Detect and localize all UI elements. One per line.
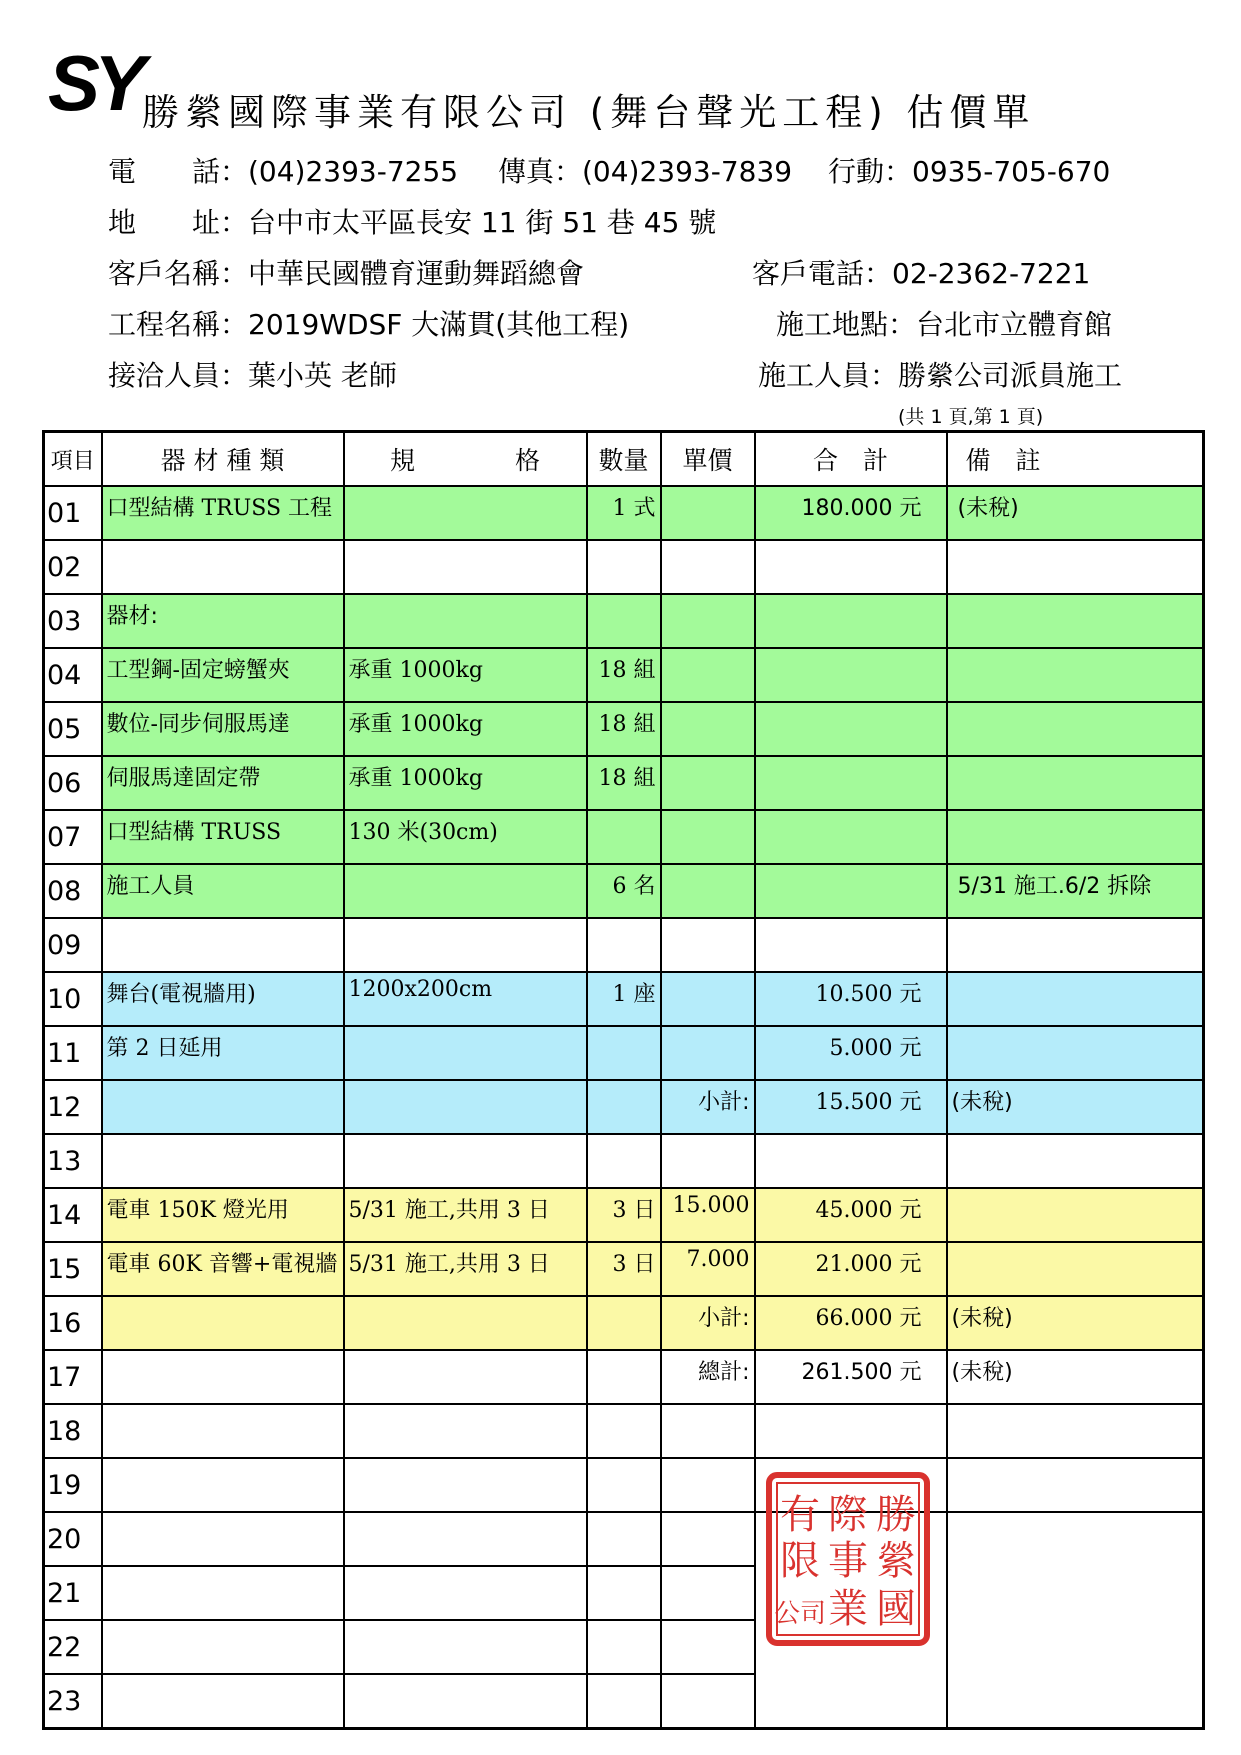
item-spec: 5/31 施工,共用 3 日 xyxy=(344,1242,587,1296)
table-row xyxy=(44,918,1204,972)
item-qty xyxy=(587,1566,661,1620)
row-number: 12 xyxy=(44,1080,102,1134)
row-note: (未稅) xyxy=(947,486,1204,540)
item-qty: 3 日 xyxy=(587,1188,661,1242)
item-qty: 18 組 xyxy=(587,702,661,756)
row-number: 18 xyxy=(44,1404,102,1458)
unit-price xyxy=(661,594,755,648)
item-qty xyxy=(587,810,661,864)
item-name xyxy=(102,1296,344,1350)
unit-price xyxy=(661,540,755,594)
unit-price xyxy=(661,1404,755,1458)
unit-price xyxy=(661,918,755,972)
item-spec: 承重 1000kg xyxy=(344,648,587,702)
row-note: 5/31 施工.6/2 拆除 xyxy=(947,864,1204,918)
item-name: 舞台(電視牆用) xyxy=(102,972,344,1026)
table-row xyxy=(44,1242,1204,1296)
item-spec: 承重 1000kg xyxy=(344,702,587,756)
item-name xyxy=(102,1620,344,1674)
row-number: 03 xyxy=(44,594,102,648)
item-name: 工型鋼-固定螃蟹夾 xyxy=(102,648,344,702)
item-name: 口型結構 TRUSS 工程 xyxy=(102,486,344,540)
item-qty: 1 座 xyxy=(587,972,661,1026)
item-spec xyxy=(344,1620,587,1674)
unit-price: 7.000 xyxy=(661,1242,755,1296)
row-number: 07 xyxy=(44,810,102,864)
item-qty xyxy=(587,918,661,972)
item-spec xyxy=(344,1458,587,1512)
row-note xyxy=(947,1242,1204,1296)
row-note xyxy=(947,1566,1204,1620)
row-number: 15 xyxy=(44,1242,102,1296)
item-qty xyxy=(587,1620,661,1674)
table-row xyxy=(44,1296,1204,1350)
item-name: 口型結構 TRUSS xyxy=(102,810,344,864)
row-note: (未稅) xyxy=(947,1350,1204,1404)
row-number: 14 xyxy=(44,1188,102,1242)
row-note xyxy=(947,594,1204,648)
unit-price xyxy=(661,1134,755,1188)
project-name: 工程名稱：2019WDSF 大滿貫(其他工程) xyxy=(108,308,630,341)
table-row xyxy=(44,1512,1204,1566)
item-spec xyxy=(344,594,587,648)
table-row xyxy=(44,1458,1204,1512)
row-total: 5.000 元 xyxy=(755,1026,947,1080)
table-row xyxy=(44,1674,1204,1729)
item-spec xyxy=(344,1512,587,1566)
item-spec: 130 米(30cm) xyxy=(344,810,587,864)
row-total xyxy=(755,918,947,972)
unit-price xyxy=(661,1458,755,1512)
table-row xyxy=(44,1350,1204,1404)
header-note: 備 註 xyxy=(947,432,1204,487)
item-qty: 6 名 xyxy=(587,864,661,918)
unit-price xyxy=(661,648,755,702)
item-qty xyxy=(587,1026,661,1080)
row-number: 02 xyxy=(44,540,102,594)
item-spec xyxy=(344,918,587,972)
item-name: 電車 60K 音響+電視牆 xyxy=(102,1242,344,1296)
company-logo: SY xyxy=(48,39,141,127)
row-number: 13 xyxy=(44,1134,102,1188)
seal-character: 有 xyxy=(780,1492,820,1538)
row-number: 04 xyxy=(44,648,102,702)
table-row xyxy=(44,1134,1204,1188)
fax-line: 傳真：(04)2393-7839 xyxy=(498,155,793,188)
item-name xyxy=(102,540,344,594)
row-number: 06 xyxy=(44,756,102,810)
seal-character: 事 xyxy=(828,1538,868,1584)
row-note xyxy=(947,1620,1204,1674)
row-number: 23 xyxy=(44,1674,102,1729)
row-note xyxy=(947,540,1204,594)
item-spec xyxy=(344,1350,587,1404)
table-row xyxy=(44,1620,1204,1674)
address-line: 地 址：台中市太平區長安 11 街 51 巷 45 號 xyxy=(108,206,717,239)
unit-price xyxy=(661,1026,755,1080)
unit-price xyxy=(661,1512,755,1566)
item-qty xyxy=(587,540,661,594)
row-number: 08 xyxy=(44,864,102,918)
crew-info: 施工人員：勝縈公司派員施工 xyxy=(758,359,1123,392)
item-qty xyxy=(587,1512,661,1566)
table-row xyxy=(44,1026,1204,1080)
row-number: 22 xyxy=(44,1620,102,1674)
site-location: 施工地點：台北市立體育館 xyxy=(776,308,1113,341)
row-total: 45.000 元 xyxy=(755,1188,947,1242)
row-note xyxy=(947,1458,1204,1512)
row-note: (未稅) xyxy=(947,1080,1204,1134)
table-row xyxy=(44,648,1204,702)
unit-price xyxy=(661,486,755,540)
page-info: (共 1 頁,第 1 頁) xyxy=(898,406,1044,428)
row-total: 180.000 元 xyxy=(755,486,947,540)
unit-price xyxy=(661,864,755,918)
header-no: 項目 xyxy=(44,432,102,487)
row-total xyxy=(755,810,947,864)
table-row xyxy=(44,972,1204,1026)
item-qty xyxy=(587,1350,661,1404)
phone-line: 電 話：(04)2393-7255 xyxy=(108,155,459,188)
header-price: 單價 xyxy=(661,432,755,487)
row-note xyxy=(947,1026,1204,1080)
item-name: 伺服馬達固定帶 xyxy=(102,756,344,810)
table-row xyxy=(44,486,1204,540)
row-note xyxy=(947,810,1204,864)
seal-character: 業 xyxy=(828,1586,868,1632)
row-note xyxy=(947,1674,1204,1729)
row-number: 21 xyxy=(44,1566,102,1620)
header-spec: 規 格 xyxy=(344,432,587,487)
item-qty xyxy=(587,1458,661,1512)
row-note xyxy=(947,648,1204,702)
unit-price: 小計: xyxy=(661,1296,755,1350)
row-note xyxy=(947,918,1204,972)
row-total: 10.500 元 xyxy=(755,972,947,1026)
table-row xyxy=(44,810,1204,864)
row-number: 01 xyxy=(44,486,102,540)
unit-price xyxy=(661,972,755,1026)
header-qty: 數量 xyxy=(587,432,661,487)
item-spec xyxy=(344,1134,587,1188)
seal-character: 國 xyxy=(876,1586,916,1632)
row-total xyxy=(755,648,947,702)
unit-price xyxy=(661,1566,755,1620)
seal-character: 際 xyxy=(828,1492,868,1538)
row-number: 17 xyxy=(44,1350,102,1404)
item-name xyxy=(102,1674,344,1729)
row-note xyxy=(947,1512,1204,1566)
item-spec: 承重 1000kg xyxy=(344,756,587,810)
table-row xyxy=(44,540,1204,594)
table-header-row xyxy=(44,432,1204,487)
item-name: 電車 150K 燈光用 xyxy=(102,1188,344,1242)
unit-price: 15.000 xyxy=(661,1188,755,1242)
row-total: 21.000 元 xyxy=(755,1242,947,1296)
row-total: 66.000 元 xyxy=(755,1296,947,1350)
table-row xyxy=(44,864,1204,918)
table-row xyxy=(44,702,1204,756)
item-name xyxy=(102,1080,344,1134)
row-number: 10 xyxy=(44,972,102,1026)
row-total xyxy=(755,756,947,810)
row-total xyxy=(755,864,947,918)
item-qty xyxy=(587,1080,661,1134)
table-row xyxy=(44,1566,1204,1620)
item-spec xyxy=(344,1674,587,1729)
item-name xyxy=(102,1566,344,1620)
item-spec xyxy=(344,1404,587,1458)
item-spec xyxy=(344,540,587,594)
row-total xyxy=(755,1674,947,1729)
mobile-line: 行動：0935-705-670 xyxy=(828,155,1111,188)
item-qty xyxy=(587,1674,661,1729)
item-spec xyxy=(344,1566,587,1620)
item-spec xyxy=(344,1026,587,1080)
contact-person: 接洽人員：葉小英 老師 xyxy=(108,359,397,392)
row-total xyxy=(755,1134,947,1188)
row-number: 19 xyxy=(44,1458,102,1512)
item-name xyxy=(102,1134,344,1188)
row-total xyxy=(755,540,947,594)
header-total: 合 計 xyxy=(755,432,947,487)
seal-character: 限 xyxy=(780,1538,820,1584)
row-number: 11 xyxy=(44,1026,102,1080)
item-qty: 18 組 xyxy=(587,756,661,810)
item-qty xyxy=(587,594,661,648)
row-total xyxy=(755,702,947,756)
row-number: 05 xyxy=(44,702,102,756)
item-qty xyxy=(587,1134,661,1188)
client-phone: 客戶電話：02-2362-7221 xyxy=(752,257,1091,290)
item-qty: 3 日 xyxy=(587,1242,661,1296)
unit-price xyxy=(661,810,755,864)
item-spec xyxy=(344,1080,587,1134)
unit-price xyxy=(661,1674,755,1729)
quote-table xyxy=(42,430,1205,1730)
company-seal xyxy=(764,1470,932,1648)
item-spec xyxy=(344,1296,587,1350)
seal-character: 勝 xyxy=(876,1492,916,1538)
row-number: 09 xyxy=(44,918,102,972)
document-title: 勝縈國際事業有限公司 (舞台聲光工程) 估價單 xyxy=(142,91,1036,134)
item-name xyxy=(102,1512,344,1566)
row-note xyxy=(947,1188,1204,1242)
client-name: 客戶名稱：中華民國體育運動舞蹈總會 xyxy=(108,257,585,290)
row-note xyxy=(947,972,1204,1026)
item-name: 數位-同步伺服馬達 xyxy=(102,702,344,756)
table-row xyxy=(44,594,1204,648)
unit-price xyxy=(661,702,755,756)
item-qty xyxy=(587,1404,661,1458)
row-note: (未稅) xyxy=(947,1296,1204,1350)
seal-character: 縈 xyxy=(876,1538,916,1584)
item-qty: 18 組 xyxy=(587,648,661,702)
header-item: 器 材 種 類 xyxy=(102,432,344,487)
row-total xyxy=(755,594,947,648)
seal-character: 公司 xyxy=(773,1599,827,1629)
item-name: 第 2 日延用 xyxy=(102,1026,344,1080)
table-row xyxy=(44,756,1204,810)
item-spec xyxy=(344,864,587,918)
row-total: 261.500 元 xyxy=(755,1350,947,1404)
table-body xyxy=(44,486,1204,1729)
table-row xyxy=(44,1080,1204,1134)
item-spec: 1200x200cm xyxy=(344,972,587,1026)
unit-price xyxy=(661,756,755,810)
item-name: 施工人員 xyxy=(102,864,344,918)
unit-price: 總計: xyxy=(661,1350,755,1404)
item-name xyxy=(102,1458,344,1512)
item-name xyxy=(102,1350,344,1404)
row-total xyxy=(755,1404,947,1458)
unit-price: 小計: xyxy=(661,1080,755,1134)
item-spec: 5/31 施工,共用 3 日 xyxy=(344,1188,587,1242)
row-number: 16 xyxy=(44,1296,102,1350)
row-total: 15.500 元 xyxy=(755,1080,947,1134)
item-qty xyxy=(587,1296,661,1350)
item-name xyxy=(102,918,344,972)
item-spec xyxy=(344,486,587,540)
item-name xyxy=(102,1404,344,1458)
row-note xyxy=(947,756,1204,810)
table-row xyxy=(44,1404,1204,1458)
unit-price xyxy=(661,1620,755,1674)
row-note xyxy=(947,1404,1204,1458)
table-row xyxy=(44,1188,1204,1242)
row-number: 20 xyxy=(44,1512,102,1566)
item-qty: 1 式 xyxy=(587,486,661,540)
row-note xyxy=(947,702,1204,756)
row-note xyxy=(947,1134,1204,1188)
item-name: 器材: xyxy=(102,594,344,648)
